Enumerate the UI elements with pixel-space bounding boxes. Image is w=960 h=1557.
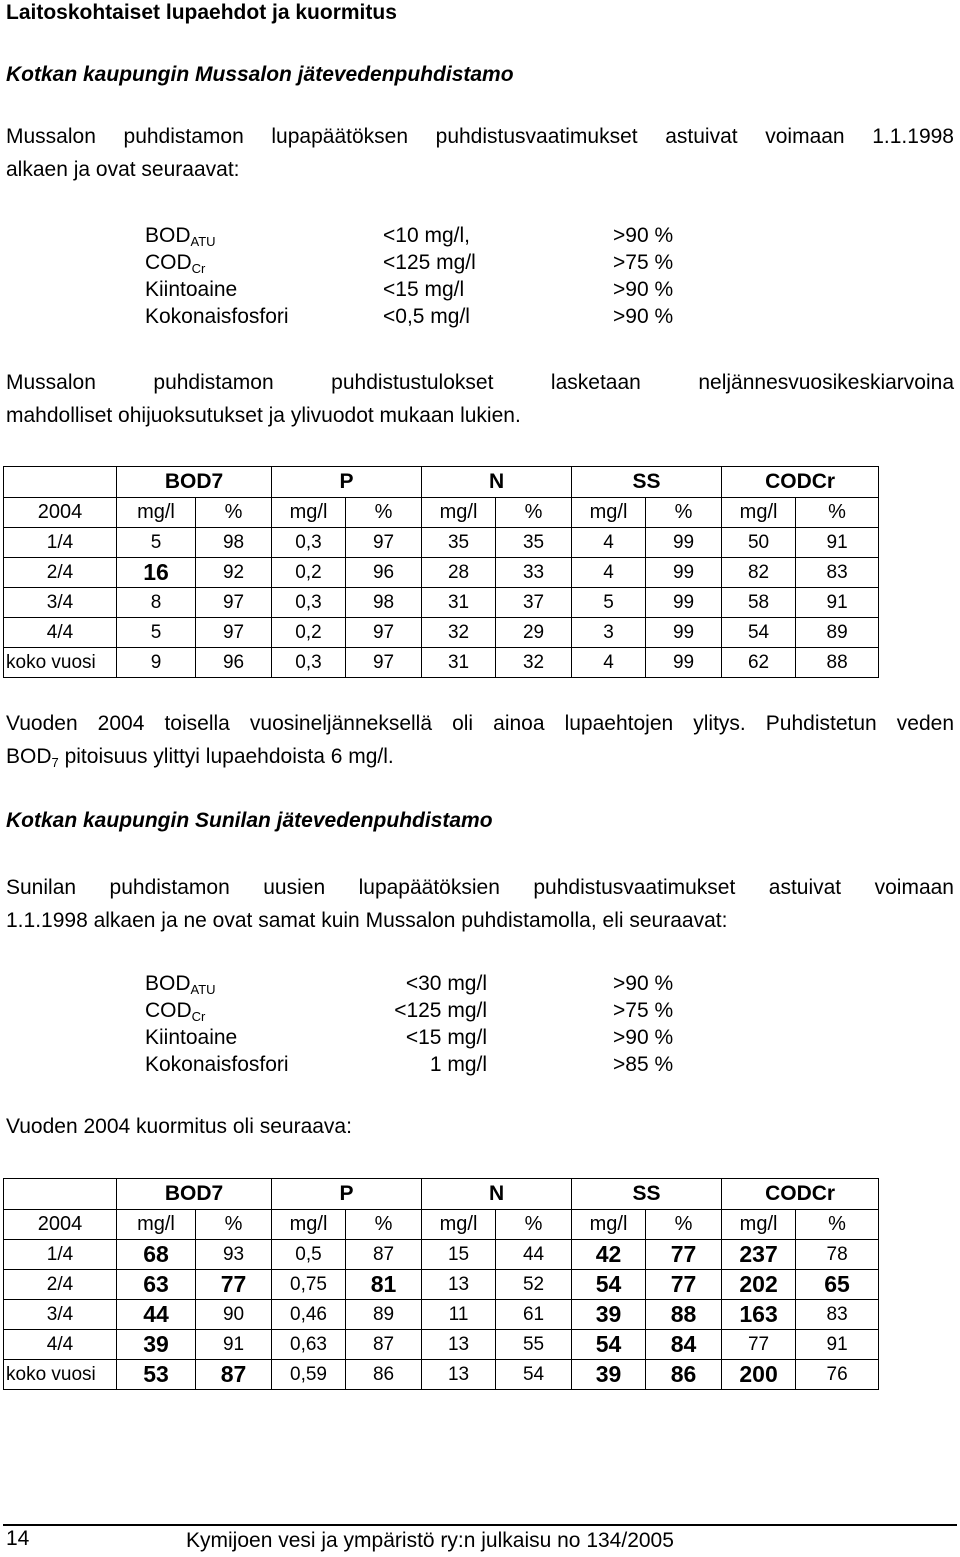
table-row [4, 1360, 879, 1390]
sunila-intro-line2: 1.1.1998 alkaen ja ne ovat samat kuin Mussalon puhdistamolla, eli seuraavat: [6, 909, 728, 932]
table-cell: 61 [496, 1300, 572, 1330]
requirement-limit: <10 mg/l, [383, 224, 470, 247]
table-cell: 35 [422, 528, 496, 558]
table-cell: 91 [796, 528, 879, 558]
sunila-intro [6, 871, 954, 937]
note-rest: pitoisuus ylittyi lupaehdoista 6 mg/l. [58, 745, 394, 768]
requirement-name: $BOD_{ATU}$ [145, 972, 216, 997]
table-row-label: 4/4 [4, 618, 117, 648]
requirement-efficiency: >90 % [613, 1026, 674, 1049]
table-cell: 99 [646, 648, 722, 678]
requirement-limit: <30 mg/l [405, 972, 487, 995]
table-header-row [4, 1179, 879, 1210]
table-cell: 82 [722, 558, 796, 588]
table-cell: 54 [496, 1360, 572, 1390]
table-cell: 54 [572, 1330, 646, 1360]
table-param-header: N [422, 467, 572, 498]
table-cell: 58 [722, 588, 796, 618]
table-cell: 97 [346, 648, 422, 678]
table-cell: 99 [646, 528, 722, 558]
table-param-header: CODCr [722, 467, 879, 498]
table-cell: 37 [496, 588, 572, 618]
table-row [4, 1300, 879, 1330]
table-unit-cell: % [646, 498, 722, 528]
mussalo-note-line1: Vuoden 2004 toisella vuosineljänneksellä oli ainoa lupaehtojen ylitys. Puhdistetun veden [6, 712, 954, 735]
table-cell: 0,59 [272, 1360, 346, 1390]
table-cell: 63 [117, 1270, 196, 1300]
requirement-name-sub: Cr [191, 261, 206, 276]
table-cell: 77 [646, 1270, 722, 1300]
sunila-load-table [3, 1178, 879, 1390]
table-cell: 91 [796, 1330, 879, 1360]
table-cell: 55 [496, 1330, 572, 1360]
table-cell: 77 [196, 1270, 272, 1300]
table-cell: 83 [796, 1300, 879, 1330]
table-row [4, 618, 879, 648]
table-cell: 5 [117, 528, 196, 558]
table-cell: 54 [722, 618, 796, 648]
mussalo-results-text [6, 366, 954, 432]
table-row-label: 3/4 [4, 1300, 117, 1330]
requirement-limit: <125 mg/l [383, 251, 476, 274]
table-cell: 29 [496, 618, 572, 648]
table-cell: 0,3 [272, 648, 346, 678]
requirement-limit: 1 mg/l [429, 1053, 487, 1076]
table-cell: 76 [796, 1360, 879, 1390]
table-unit-cell: mg/l [272, 498, 346, 528]
table-param-header: BOD7 [117, 1179, 272, 1210]
table-cell: 87 [196, 1360, 272, 1390]
table-cell: 15 [422, 1240, 496, 1270]
table-cell: 87 [346, 1330, 422, 1360]
table-cell: 8 [117, 588, 196, 618]
table-cell: 89 [346, 1300, 422, 1330]
table-cell: 97 [346, 618, 422, 648]
table-cell: 5 [572, 588, 646, 618]
table-cell: 99 [646, 588, 722, 618]
table-cell: 13 [422, 1270, 496, 1300]
table-param-header: P [272, 467, 422, 498]
table-cell: 4 [572, 648, 646, 678]
table-unit-cell: mg/l [272, 1210, 346, 1240]
table-cell: 78 [796, 1240, 879, 1270]
table-param-header: BOD7 [117, 467, 272, 498]
table-cell: 0,2 [272, 618, 346, 648]
table-unit-cell: mg/l [422, 498, 496, 528]
requirement-limit: <15 mg/l [383, 278, 465, 301]
page-number: 14 [6, 1527, 30, 1550]
table-row [4, 1330, 879, 1360]
table-unit-cell: mg/l [422, 1210, 496, 1240]
requirement-efficiency: >90 % [613, 224, 674, 247]
table-unit-cell: mg/l [117, 1210, 196, 1240]
table-cell: 83 [796, 558, 879, 588]
table-unit-cell: mg/l [117, 498, 196, 528]
table-unit-cell: % [196, 1210, 272, 1240]
table-cell: 50 [722, 528, 796, 558]
table-cell: 42 [572, 1240, 646, 1270]
requirement-name: $COD_{Cr}$ [145, 999, 206, 1024]
table-cell: 97 [196, 618, 272, 648]
table-cell: 163 [722, 1300, 796, 1330]
requirement-name-sub: ATU [190, 982, 216, 997]
table-unit-cell: mg/l [722, 498, 796, 528]
mussalo-title: Kotkan kaupungin Mussalon jätevedenpuhdistamo [6, 63, 514, 86]
mussalo-results-line1: Mussalon puhdistamon puhdistustulokset lasketaan neljännesvuosikeskiarvoina [6, 371, 954, 394]
table-unit-cell: % [346, 1210, 422, 1240]
table-cell: 86 [346, 1360, 422, 1390]
table-cell: 0,3 [272, 528, 346, 558]
table-param-header: SS [572, 1179, 722, 1210]
table-corner-cell [4, 467, 117, 498]
requirement-name: Kiintoaine [145, 1026, 238, 1049]
note-bod-sub: 7 [51, 755, 59, 770]
table-row-label: 4/4 [4, 1330, 117, 1360]
table-cell: 0,46 [272, 1300, 346, 1330]
note-bod: BOD [6, 745, 52, 768]
sunila-title: Kotkan kaupungin Sunilan jätevedenpuhdistamo [6, 809, 493, 832]
table-cell: 32 [422, 618, 496, 648]
table-row [4, 1240, 879, 1270]
table-unit-cell: mg/l [722, 1210, 796, 1240]
mussalo-note [6, 707, 954, 773]
table-cell: 31 [422, 648, 496, 678]
page-heading: Laitoskohtaiset lupaehdot ja kuormitus [6, 1, 397, 24]
table-cell: 97 [196, 588, 272, 618]
table-cell: 68 [117, 1240, 196, 1270]
requirement-efficiency: >75 % [613, 251, 674, 274]
table-row-label: koko vuosi [4, 648, 117, 678]
requirement-efficiency: >85 % [613, 1053, 674, 1076]
table-cell: 96 [196, 648, 272, 678]
table-cell: 91 [196, 1330, 272, 1360]
requirement-efficiency: >90 % [613, 278, 674, 301]
table-param-header: SS [572, 467, 722, 498]
table-cell: 28 [422, 558, 496, 588]
table-cell: 99 [646, 558, 722, 588]
table-unit-row [4, 498, 879, 528]
table-row [4, 588, 879, 618]
table-cell: 90 [196, 1300, 272, 1330]
table-cell: 98 [196, 528, 272, 558]
requirement-name: Kokonaisfosfori [145, 305, 289, 328]
mussalo-results-table [3, 466, 879, 678]
table-unit-cell: % [346, 498, 422, 528]
sunila-intro-line1: Sunilan puhdistamon uusien lupapäätöksien puhdistusvaatimukset astuivat voimaan [6, 876, 954, 899]
table-unit-cell: % [646, 1210, 722, 1240]
mussalo-requirements [145, 222, 705, 332]
requirement-efficiency: >75 % [613, 999, 674, 1022]
table-cell: 65 [796, 1270, 879, 1300]
table-cell: 88 [646, 1300, 722, 1330]
table-cell: 44 [117, 1300, 196, 1330]
mussalo-results-line2: mahdolliset ohijuoksutukset ja ylivuodot mukaan lukien. [6, 404, 521, 427]
table-param-header: N [422, 1179, 572, 1210]
table-cell: 13 [422, 1330, 496, 1360]
table-unit-cell: % [796, 498, 879, 528]
table-cell: 32 [496, 648, 572, 678]
table-cell: 53 [117, 1360, 196, 1390]
mussalo-intro [6, 120, 954, 186]
sunila-requirements [145, 970, 705, 1080]
table-cell: 99 [646, 618, 722, 648]
table-unit-cell: mg/l [572, 498, 646, 528]
table-cell: 4 [572, 528, 646, 558]
table-row [4, 528, 879, 558]
requirement-name: Kokonaisfosfori [145, 1053, 289, 1076]
table-cell: 31 [422, 588, 496, 618]
table-cell: 77 [722, 1330, 796, 1360]
table-unit-cell: mg/l [572, 1210, 646, 1240]
table-cell: 0,63 [272, 1330, 346, 1360]
sunila-load-intro: Vuoden 2004 kuormitus oli seuraava: [6, 1115, 352, 1138]
table-unit-cell: % [196, 498, 272, 528]
table-cell: 9 [117, 648, 196, 678]
table-cell: 39 [572, 1300, 646, 1330]
table-cell: 3 [572, 618, 646, 648]
footer-publication: Kymijoen vesi ja ympäristö ry:n julkaisu no 134/2005 [186, 1529, 674, 1552]
requirement-efficiency: >90 % [613, 305, 674, 328]
table-cell: 237 [722, 1240, 796, 1270]
mussalo-intro-line1: Mussalon puhdistamon lupapäätöksen puhdistusvaatimukset astuivat voimaan 1.1.1998 [6, 125, 954, 148]
table-cell: 0,3 [272, 588, 346, 618]
table-cell: 0,5 [272, 1240, 346, 1270]
table-row-label: 1/4 [4, 528, 117, 558]
requirement-name-sub: ATU [190, 234, 216, 249]
table-cell: 54 [572, 1270, 646, 1300]
table-year-cell: 2004 [4, 498, 117, 528]
table-cell: 62 [722, 648, 796, 678]
table-cell: 81 [346, 1270, 422, 1300]
requirement-limit: <125 mg/l [394, 999, 487, 1022]
table-cell: 4 [572, 558, 646, 588]
table-unit-cell: % [496, 498, 572, 528]
table-row [4, 648, 879, 678]
table-row-label: 1/4 [4, 1240, 117, 1270]
table-row [4, 558, 879, 588]
table-cell: 11 [422, 1300, 496, 1330]
mussalo-intro-line2: alkaen ja ovat seuraavat: [6, 158, 240, 181]
requirement-name: $BOD_{ATU}$ [145, 224, 216, 249]
table-param-header: P [272, 1179, 422, 1210]
table-cell: 16 [117, 558, 196, 588]
table-row-label: koko vuosi [4, 1360, 117, 1390]
table-corner-cell [4, 1179, 117, 1210]
requirement-limit: <15 mg/l [405, 1026, 487, 1049]
table-cell: 33 [496, 558, 572, 588]
requirement-name-sub: Cr [191, 1009, 206, 1024]
table-cell: 98 [346, 588, 422, 618]
requirement-limit: <0,5 mg/l [383, 305, 470, 328]
table-year-cell: 2004 [4, 1210, 117, 1240]
table-unit-cell: % [496, 1210, 572, 1240]
table-cell: 89 [796, 618, 879, 648]
table-row-label: 3/4 [4, 588, 117, 618]
table-cell: 86 [646, 1360, 722, 1390]
table-row [4, 1270, 879, 1300]
table-cell: 88 [796, 648, 879, 678]
requirement-efficiency: >90 % [613, 972, 674, 995]
table-cell: 13 [422, 1360, 496, 1390]
table-cell: 96 [346, 558, 422, 588]
table-row-label: 2/4 [4, 558, 117, 588]
table-cell: 0,2 [272, 558, 346, 588]
table-cell: 87 [346, 1240, 422, 1270]
table-unit-cell: % [796, 1210, 879, 1240]
footer-divider [3, 1524, 957, 1526]
table-cell: 97 [346, 528, 422, 558]
table-cell: 35 [496, 528, 572, 558]
table-cell: 92 [196, 558, 272, 588]
table-cell: 5 [117, 618, 196, 648]
requirement-name: $COD_{Cr}$ [145, 251, 206, 276]
table-cell: 202 [722, 1270, 796, 1300]
table-cell: 93 [196, 1240, 272, 1270]
table-cell: 200 [722, 1360, 796, 1390]
table-cell: 39 [117, 1330, 196, 1360]
table-header-row [4, 467, 879, 498]
table-param-header: CODCr [722, 1179, 879, 1210]
table-cell: 52 [496, 1270, 572, 1300]
table-cell: 44 [496, 1240, 572, 1270]
table-row-label: 2/4 [4, 1270, 117, 1300]
table-cell: 84 [646, 1330, 722, 1360]
mussalo-note-line2 [6, 745, 394, 768]
table-cell: 39 [572, 1360, 646, 1390]
requirement-name: Kiintoaine [145, 278, 238, 301]
table-cell: 91 [796, 588, 879, 618]
table-cell: 0,75 [272, 1270, 346, 1300]
table-unit-row [4, 1210, 879, 1240]
table-cell: 77 [646, 1240, 722, 1270]
